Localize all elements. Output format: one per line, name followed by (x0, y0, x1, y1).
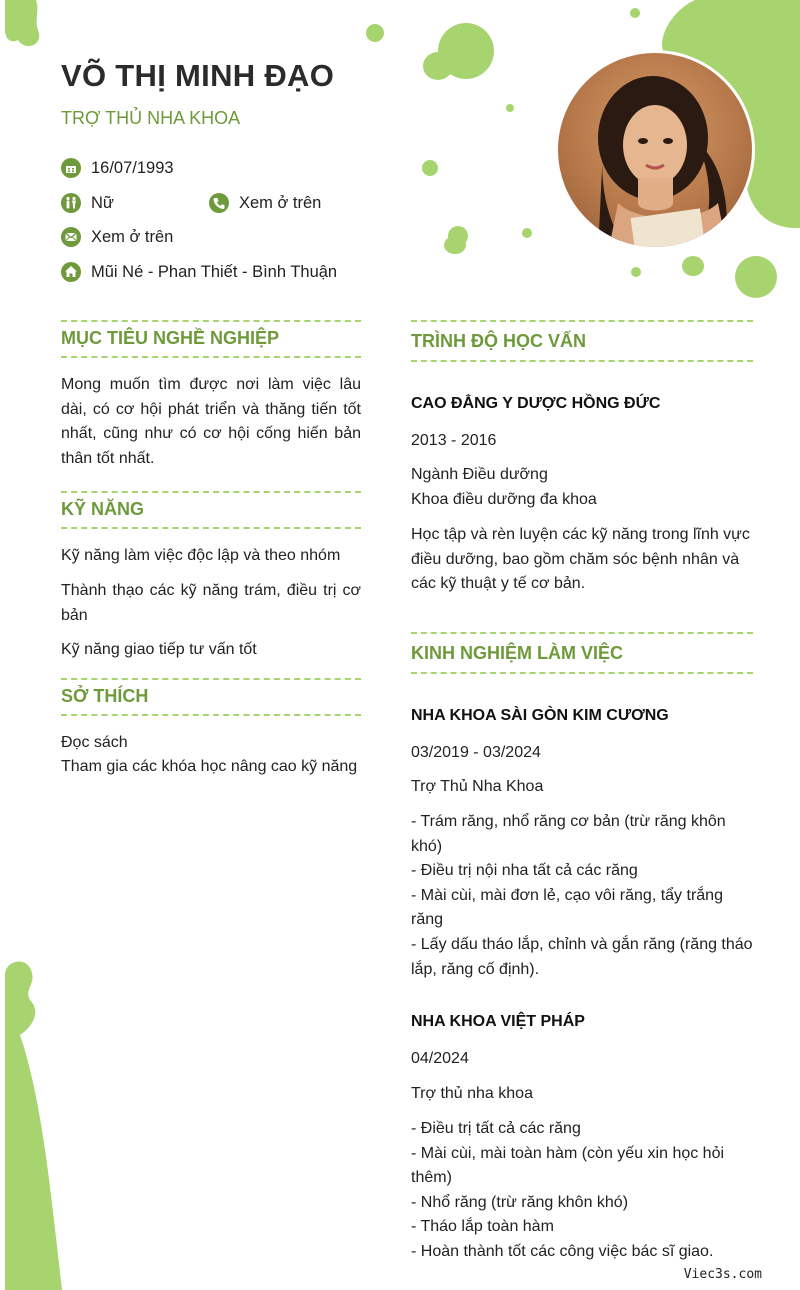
address-row (61, 262, 337, 282)
education-major: Ngành Điều dưỡng (411, 466, 548, 483)
decoration-dot (366, 24, 384, 42)
skill-item: Thành thạo các kỹ năng trám, điều trị cơ bản (61, 582, 361, 624)
job-company: NHA KHOA VIỆT PHÁP (411, 1013, 585, 1030)
education-heading: TRÌNH ĐỘ HỌC VẤN (411, 320, 753, 362)
job-period: 03/2019 - 03/2024 (411, 744, 541, 761)
job-duties-list (411, 1117, 753, 1265)
decoration-dot (631, 267, 641, 277)
email-value: Xem ở trên (91, 227, 174, 246)
gender-row (61, 193, 114, 213)
calendar-icon (61, 158, 81, 178)
job-company: NHA KHOA SÀI GÒN KIM CƯƠNG (411, 707, 669, 724)
education-faculty: Khoa điều dưỡng đa khoa (411, 491, 597, 508)
skills-heading: KỸ NĂNG (61, 491, 361, 529)
phone-row (209, 193, 321, 213)
email-row (61, 227, 173, 247)
top-left-blob-decoration (0, 0, 45, 50)
hobby-item: Đọc sách (61, 734, 128, 751)
experience-heading: KINH NGHIỆM LÀM VIỆC (411, 632, 753, 674)
hobbies-heading: SỞ THÍCH (61, 678, 361, 716)
gender-value: Nữ (91, 193, 114, 212)
job-duty-item: - Điều trị tất cả các răng (411, 1120, 581, 1137)
profile-photo (555, 50, 755, 250)
address-value: Mũi Né - Phan Thiết - Bình Thuận (91, 262, 338, 281)
candidate-position: TRỢ THỦ NHA KHOA (61, 108, 241, 128)
phone-value: Xem ở trên (239, 193, 322, 212)
envelope-icon (61, 227, 81, 247)
skill-item: Kỹ năng làm việc độc lập và theo nhóm (61, 547, 341, 564)
decoration-dot (522, 228, 532, 238)
skill-item: Kỹ năng giao tiếp tư vấn tốt (61, 641, 257, 658)
decoration-dot (423, 52, 453, 80)
job-duty-item: - Tháo lắp toàn hàm (411, 1218, 554, 1236)
job-role: Trợ thủ nha khoa (411, 1085, 533, 1102)
decoration-dot (735, 256, 777, 298)
job-duty-item: - Lấy dấu tháo lắp, chỉnh và gắn răng (răng tháo lắp, răng cố định). (411, 935, 753, 978)
bottom-left-blob-decoration (0, 955, 70, 1290)
decoration-dot (506, 104, 514, 112)
job-period: 04/2024 (411, 1050, 469, 1067)
job-duty-item: - Mài cùi, mài toàn hàm (còn yếu xin học hỏi thêm) (411, 1144, 725, 1187)
hobby-item: Tham gia các khóa học nâng cao kỹ năng (61, 758, 358, 775)
education-period: 2013 - 2016 (411, 432, 497, 449)
decoration-dot (630, 8, 640, 18)
decoration-dot (422, 160, 438, 176)
gender-icon (61, 193, 81, 213)
education-description: Học tập và rèn luyện các kỹ năng trong lĩnh vực điều dưỡng, bao gồm chăm sóc bệnh nhân và các kỹ thuật y tế cơ bản. (411, 526, 750, 592)
objective-text: Mong muốn tìm được nơi làm việc lâu dài, có cơ hội phát triển và thăng tiến tốt nhất, cũng như có cơ hội cống hiến bản thân tốt nhất. (61, 376, 361, 467)
birthday-value: 16/07/1993 (91, 158, 174, 177)
decoration-dot (444, 236, 466, 254)
decoration-dot (682, 256, 704, 276)
education-school: CAO ĐẲNG Y DƯỢC HỒNG ĐỨC (411, 395, 661, 412)
job-duty-item: - Điều trị nội nha tất cả các răng (411, 862, 638, 880)
job-duty-item: - Hoàn thành tốt các công việc bác sĩ giao. (411, 1242, 714, 1260)
job-duties-list (411, 810, 753, 982)
home-icon (61, 262, 81, 282)
job-duty-item: - Trám răng, nhổ răng cơ bản (trừ răng khôn khó) (411, 813, 726, 855)
birthday-row (61, 158, 174, 178)
candidate-name: VÕ THỊ MINH ĐẠO (61, 58, 335, 93)
job-duty-item: - Mài cùi, mài đơn lẻ, cạo vôi răng, tẩy trắng răng (411, 886, 723, 929)
phone-icon (209, 193, 229, 213)
watermark: Viec3s.com (683, 1267, 762, 1282)
job-role: Trợ Thủ Nha Khoa (411, 778, 544, 795)
objective-heading: MỤC TIÊU NGHỀ NGHIỆP (61, 320, 361, 358)
job-duty-item: - Nhổ răng (trừ răng khôn khó) (411, 1193, 629, 1211)
